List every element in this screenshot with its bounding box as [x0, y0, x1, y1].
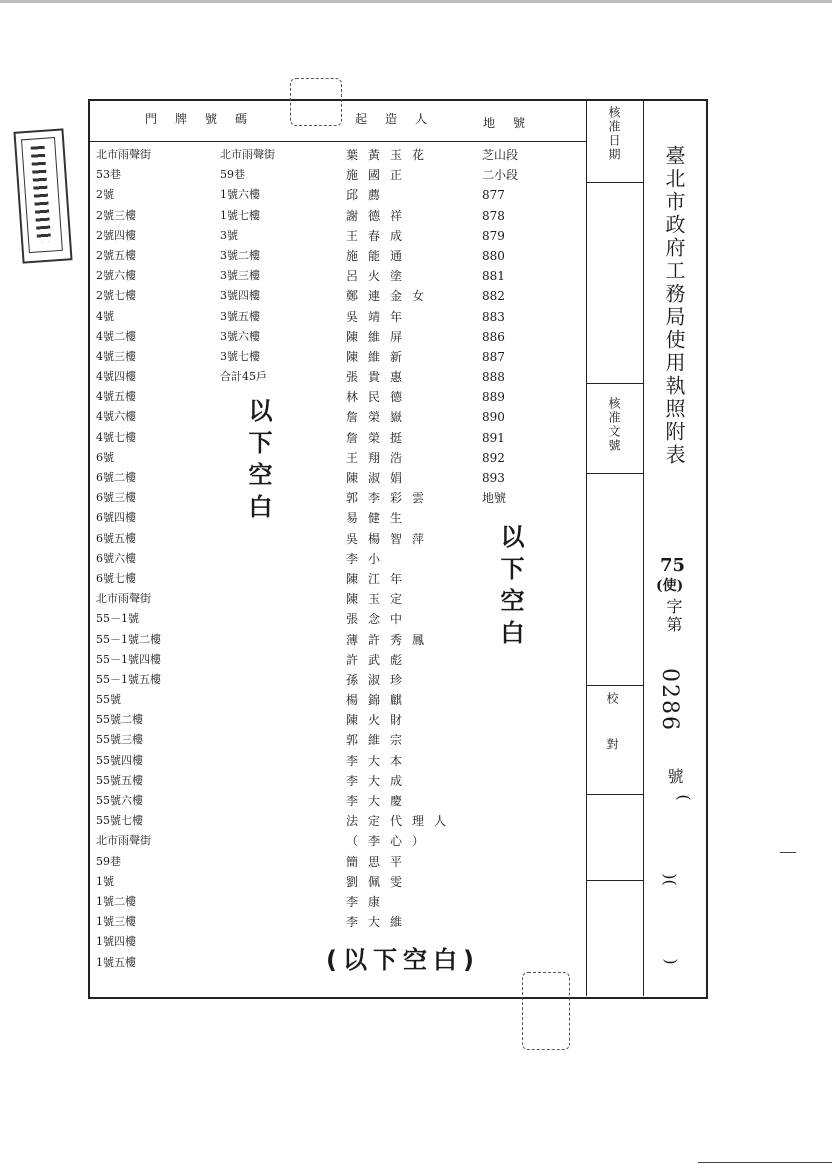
address-cell: 1號五樓	[96, 955, 136, 969]
document-title: 臺北市政府工務局使用執照附表	[662, 145, 686, 467]
license-type: (使)	[656, 578, 684, 594]
builder-cell: 劉佩雯	[346, 874, 413, 889]
address-cell: 59巷	[96, 854, 121, 868]
paren-1: (	[674, 794, 694, 801]
license-suffix: 號	[665, 768, 684, 786]
builder-cell: 法定代理人	[346, 814, 457, 829]
divider-main-right	[586, 100, 587, 996]
builder-cell: 陳維屏	[346, 329, 413, 344]
builder-cell: 詹榮嶽	[346, 410, 413, 425]
address-cell: 55－1號	[96, 612, 139, 626]
scan-edge-top	[0, 0, 832, 3]
lot-cell: 881	[482, 269, 505, 284]
builder-cell: 張貴惠	[346, 370, 413, 385]
address-cell: 6號	[96, 450, 114, 464]
builder-cell: 吳楊智萍	[346, 531, 435, 546]
address-cell: 2號	[96, 188, 114, 202]
address-cell: 6號三樓	[96, 491, 136, 505]
address-cell: 北市雨聲街	[96, 834, 151, 848]
side-line-6	[587, 880, 643, 881]
lot-cell: 880	[482, 248, 505, 263]
builder-cell: 李大維	[346, 915, 413, 930]
builder-cell: 郭維宗	[346, 733, 413, 748]
address-cell: 55號六樓	[96, 794, 143, 807]
builder-cell: 呂火塗	[346, 269, 413, 284]
address-cell: 1號四樓	[96, 935, 136, 949]
address-cell: 3號七樓	[220, 349, 260, 363]
builder-cell: 李大慶	[346, 794, 413, 808]
builder-cell: 張念中	[346, 612, 413, 627]
builder-cell: 陳維新	[346, 349, 413, 364]
lot-cell: 892	[482, 450, 505, 465]
address-cell: 3號五樓	[220, 309, 260, 323]
address-cell: 2號五樓	[96, 248, 136, 262]
address-cell: 55－1號五樓	[96, 672, 161, 686]
seal-stamp-bottom	[522, 972, 570, 1050]
address-cell: 55號七樓	[96, 814, 143, 828]
address-cell: 2號三樓	[96, 208, 136, 222]
paren-3: )	[661, 958, 681, 965]
lot-cell: 887	[482, 349, 505, 364]
address-cell: 1號	[96, 874, 114, 888]
builder-cell: 易健生	[346, 511, 413, 526]
lot-cell: 地號	[482, 491, 507, 506]
lot-cell: 877	[482, 188, 505, 203]
address-cell: 3號三樓	[220, 269, 260, 283]
builder-cell: （李心）	[346, 834, 435, 849]
address-cell: 6號二樓	[96, 471, 136, 484]
address-column-1	[96, 149, 216, 977]
lot-cell: 二小段	[482, 168, 519, 183]
builder-cell: 郭李彩雲	[346, 491, 435, 506]
address-cell: 6號六樓	[96, 551, 136, 565]
builder-cell: 孫淑珍	[346, 672, 413, 687]
side-line-3	[587, 473, 643, 474]
lot-cell: 878	[482, 208, 505, 223]
lot-cell: 890	[482, 410, 505, 425]
address-cell: 55號五樓	[96, 773, 143, 787]
address-cell: 1號七樓	[220, 208, 260, 222]
header-address: 門牌號碼	[145, 112, 266, 126]
license-number: 0286	[657, 668, 682, 732]
address-cell: 4號三樓	[96, 349, 136, 363]
address-cell: 2號六樓	[96, 269, 136, 283]
license-word: 字第	[664, 598, 683, 634]
address-cell: 3號四樓	[220, 289, 260, 303]
lot-cell: 芝山段	[482, 148, 519, 162]
address-cell: 4號六樓	[96, 410, 136, 424]
address-cell: 4號七樓	[96, 430, 136, 444]
builder-column	[346, 148, 457, 936]
address-cell: 2號四樓	[96, 228, 136, 242]
seal-stamp-top	[290, 78, 342, 126]
address-cell: 1號二樓	[96, 894, 136, 908]
address-cell: 3號六樓	[220, 329, 260, 343]
address-cell: 3號二樓	[220, 248, 260, 262]
address-cell: 55－1號四樓	[96, 652, 161, 666]
blank-note-vertical-1: 以下空白	[244, 398, 272, 526]
address-cell: 53巷	[96, 168, 121, 182]
lot-cell: 883	[482, 309, 505, 324]
header-underline	[90, 141, 587, 142]
builder-cell: 李大成	[346, 773, 413, 788]
address-cell: 55－1號二樓	[96, 632, 161, 646]
builder-cell: 施國正	[346, 168, 413, 183]
address-cell: 北市雨聲街	[96, 148, 151, 161]
address-cell: 北市雨聲街	[220, 148, 275, 161]
scan-mark-right	[780, 852, 796, 853]
builder-cell: 陳江年	[346, 571, 413, 586]
builder-cell: 王春成	[346, 228, 413, 243]
address-cell: 3號	[220, 228, 238, 242]
builder-cell: 邱薦	[346, 188, 391, 203]
header-builder: 起造人	[355, 112, 446, 126]
lot-column	[482, 149, 562, 512]
address-cell: 55號四樓	[96, 753, 143, 767]
builder-cell: 薄許秀鳳	[346, 632, 435, 647]
address-column-2	[220, 149, 330, 391]
address-cell: 1號三樓	[96, 915, 136, 929]
address-cell: 55號三樓	[96, 733, 143, 747]
side-line-4	[587, 685, 643, 686]
lot-cell: 886	[482, 329, 505, 344]
proofread-label: 校對	[605, 692, 619, 784]
side-line-2	[587, 383, 643, 384]
builder-cell: 鄭連金女	[346, 289, 435, 304]
scan-line-bottom	[698, 1162, 832, 1163]
builder-cell: 施能通	[346, 248, 413, 263]
address-cell: 1號六樓	[220, 188, 260, 202]
lot-cell: 879	[482, 228, 505, 243]
builder-cell: 許武彪	[346, 652, 413, 667]
lot-cell: 893	[482, 471, 505, 485]
address-cell: 55號二樓	[96, 713, 143, 727]
address-cell: 4號四樓	[96, 370, 136, 384]
address-cell: 4號	[96, 309, 114, 323]
address-cell: 2號七樓	[96, 289, 136, 303]
builder-cell: 陳火財	[346, 713, 413, 728]
lot-cell: 889	[482, 390, 505, 405]
address-cell: 6號七樓	[96, 571, 136, 585]
address-cell: 6號四樓	[96, 511, 136, 525]
address-cell: 4號二樓	[96, 329, 136, 343]
lot-cell: 891	[482, 430, 505, 445]
address-cell: 北市雨聲街	[96, 592, 151, 606]
address-cell: 59巷	[220, 168, 245, 182]
builder-cell: 謝德祥	[346, 208, 413, 223]
divider-side-right	[643, 100, 644, 996]
side-line-5	[587, 794, 643, 795]
seal-stamp-left	[13, 128, 72, 263]
builder-cell: 王翔浩	[346, 450, 413, 465]
builder-cell: 李小	[346, 551, 391, 566]
lot-cell: 882	[482, 289, 505, 304]
lot-cell: 888	[482, 370, 505, 385]
builder-cell: 陳淑娟	[346, 471, 413, 485]
header-lot: 地號	[483, 116, 544, 130]
blank-note-horizontal: (以下空白)	[326, 946, 480, 974]
license-year: 75	[660, 555, 686, 576]
builder-cell: 林民德	[346, 390, 413, 405]
builder-cell: 李康	[346, 894, 391, 909]
builder-cell: 吳靖年	[346, 309, 413, 324]
side-line-1	[587, 182, 643, 183]
approval-doc-label: 核准文號	[607, 397, 621, 453]
address-cell: 55號	[96, 693, 121, 707]
paren-2: )(	[660, 873, 680, 886]
builder-cell: 簡思平	[346, 854, 413, 869]
approval-date-label: 核准日期	[607, 106, 621, 162]
builder-cell: 詹榮挺	[346, 430, 413, 445]
builder-cell: 李大本	[346, 753, 413, 768]
builder-cell: 陳玉定	[346, 592, 413, 607]
address-cell: 4號五樓	[96, 390, 136, 404]
blank-note-vertical-2: 以下空白	[496, 524, 524, 652]
builder-cell: 葉黃玉花	[346, 148, 435, 162]
address-cell: 合計45戶	[220, 370, 267, 384]
address-cell: 6號五樓	[96, 531, 136, 545]
builder-cell: 楊錦麒	[346, 693, 413, 708]
